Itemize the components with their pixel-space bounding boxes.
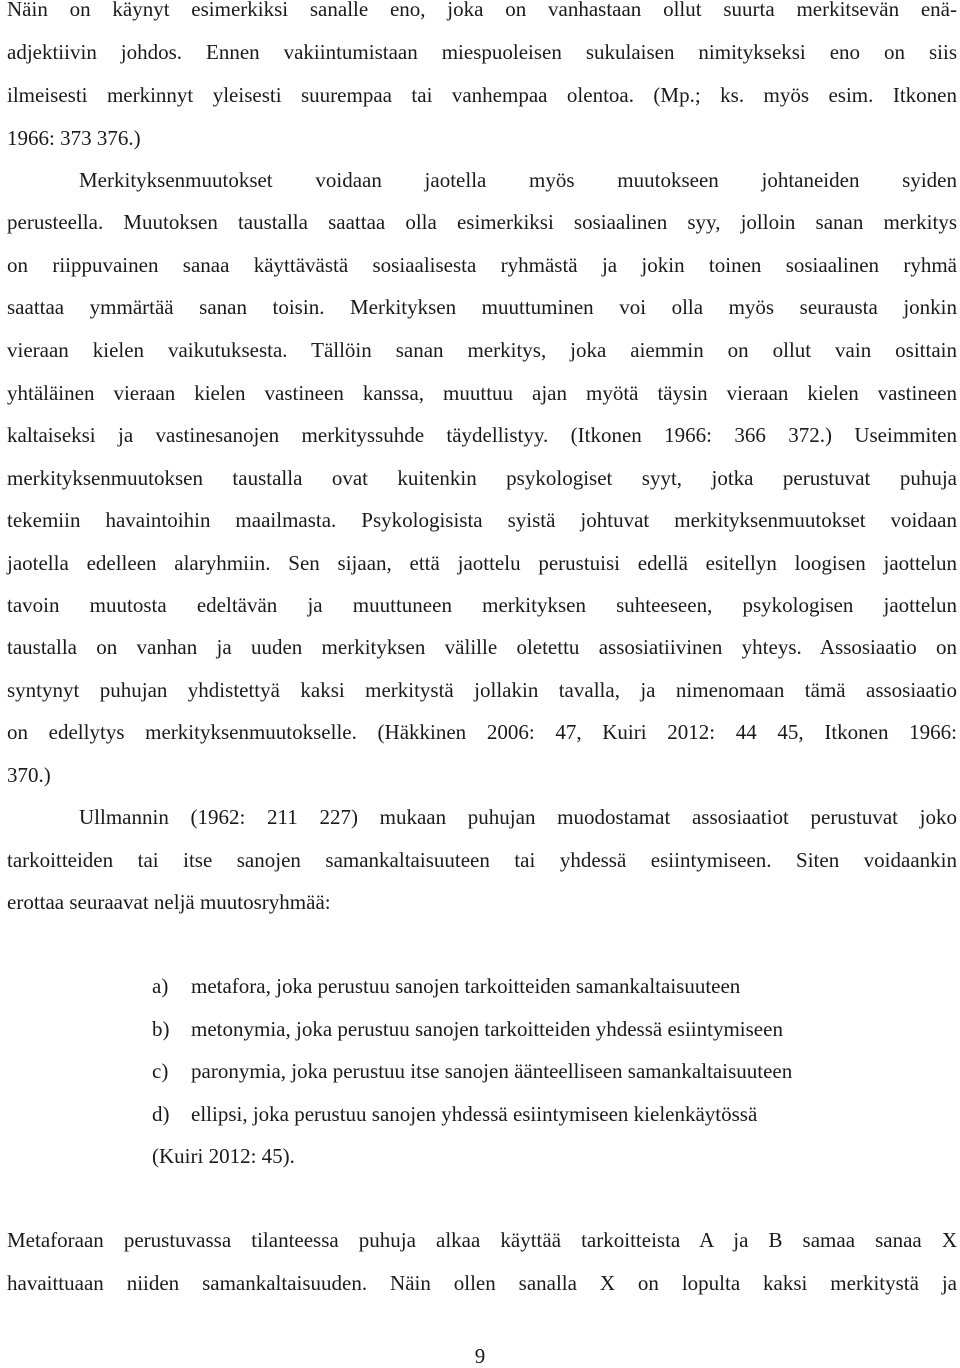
text-line: Metaforaan perustuvassa tilanteessa puhuja alkaa käyttää tarkoitteista A ja B samaa sanaa X [7,1228,957,1252]
text-line: jaotella edelleen alaryhmiin. Sen sijaan, että jaottelu perustuisi edellä esitellyn loogisen jaottelun [7,551,957,575]
text-line: kaltaiseksi ja vastinesanojen merkityssuhde täydellistyy. (Itkonen 1966: 366 372.) Useimmiten [7,423,957,447]
list-marker: a) [152,974,169,998]
text-line: tarkoitteiden tai itse sanojen samankaltaisuuteen tai yhdessä esiintymiseen. Siten voidaankin [7,848,957,872]
text-line: adjektiivin johdos. Ennen vakiintumistaan miespuoleisen sukulaisen nimitykseksi eno on siis [7,40,957,64]
text-line: Näin on käynyt esimerkiksi sanalle eno, joka on vanhastaan ollut suurta merkitsevän enä- [7,0,957,21]
list-item [152,974,740,998]
page-number: 9 [474,1344,486,1368]
text-line: on edellytys merkityksenmuutokselle. (Häkkinen 2006: 47, Kuiri 2012: 44 45, Itkonen 1966: [7,720,957,744]
text-line: tavoin muutosta edeltävän ja muuttuneen merkityksen suhteeseen, psykologisen jaottelun [7,593,957,617]
text-line: erottaa seuraavat neljä muutosryhmää: [7,890,331,914]
list-item [152,1059,792,1083]
list-marker: b) [152,1017,170,1041]
list-item [152,1102,757,1126]
text-line: ilmeisesti merkinnyt yleisesti suurempaa tai vanhempaa olentoa. (Mp.; ks. myös esim. Itkonen [7,83,957,107]
text-line: havaittuaan niiden samankaltaisuuden. Näin ollen sanalla X on lopulta kaksi merkitystä ja [7,1271,957,1295]
text-line: 370.) [7,763,51,787]
text-line: Merkityksenmuutokset voidaan jaotella myös muutokseen johtaneiden syiden [79,168,957,192]
text-line: yhtäläinen vieraan kielen vastineen kanssa, muuttuu ajan myötä täysin vieraan kielen vastineen [7,381,957,405]
text-line: Ullmannin (1962: 211 227) mukaan puhujan muodostamat assosiaatiot perustuvat joko [79,805,957,829]
list-item-text: ellipsi, joka perustuu sanojen yhdessä esiintymiseen kielenkäytössä [191,1102,758,1126]
text-line: syntynyt puhujan yhdistettyä kaksi merkitystä jollakin tavalla, ja nimenomaan tämä assosiaatio [7,678,957,702]
list-item-text: metafora, joka perustuu sanojen tarkoitteiden samankaltaisuuteen [191,974,741,998]
list-item [152,1017,783,1041]
text-line: merkityksenmuutoksen taustalla ovat kuitenkin psykologiset syyt, jotka perustuvat puhuja [7,466,957,490]
list-marker: c) [152,1059,169,1083]
text-line: on riippuvainen sanaa käyttävästä sosiaalisesta ryhmästä ja jokin toinen sosiaalinen ryhmä [7,253,957,277]
text-line: perusteella. Muutoksen taustalla saattaa olla esimerkiksi sosiaalinen syy, jolloin sanan merkitys [7,210,957,234]
list-citation: (Kuiri 2012: 45). [152,1144,295,1168]
text-line: taustalla on vanhan ja uuden merkityksen välille oletettu assosiatiivinen yhteys. Assosiaatio on [7,635,957,659]
list-item-text: metonymia, joka perustuu sanojen tarkoitteiden yhdessä esiintymiseen [191,1017,783,1041]
list-item-text: paronymia, joka perustuu itse sanojen äänteelliseen samankaltaisuuteen [191,1059,793,1083]
text-line: saattaa ymmärtää sanan toisin. Merkityksen muuttuminen voi olla myös seurausta jonkin [7,295,957,319]
text-line: tekemiin havaintoihin maailmasta. Psykologisista syistä johtuvat merkityksenmuutokset voidaan [7,508,957,532]
list-marker: d) [152,1102,170,1126]
text-line: 1966: 373 376.) [7,126,141,150]
text-line: vieraan kielen vaikutuksesta. Tällöin sanan merkitys, joka aiemmin on ollut vain osittain [7,338,957,362]
